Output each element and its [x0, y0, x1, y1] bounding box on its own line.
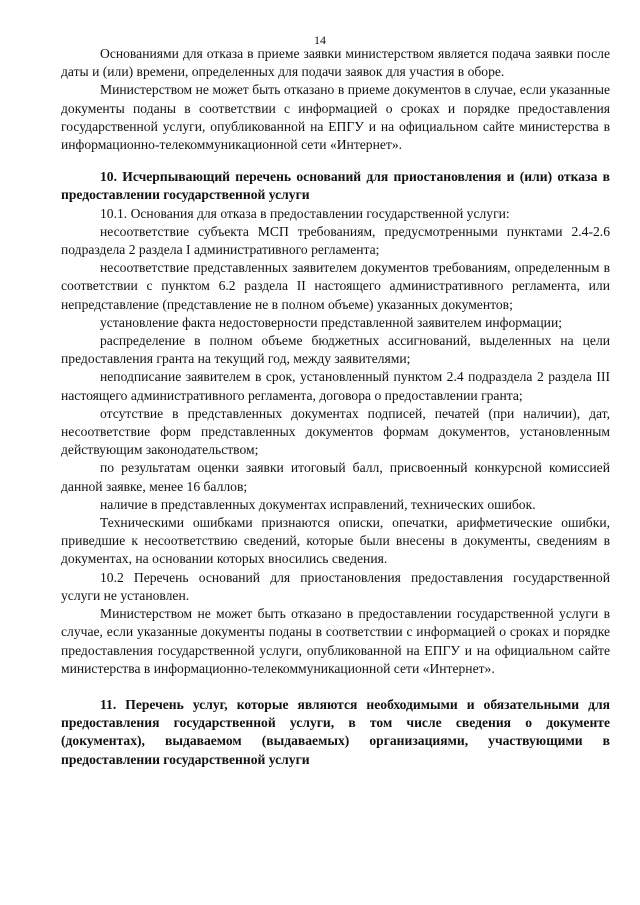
- page-number: 14: [314, 33, 326, 47]
- paragraph: Министерством не может быть отказано в предоставлении государственной услуги в случае, если указанные документы поданы в соответствии с информацией о сроках и порядке предоставления государственной услуги, опубликованной на ЕПГУ и на официальном сайте министерства в информационно-телекоммуникационной сети «Интернет».: [61, 606, 610, 676]
- section-heading-11: 11. Перечень услуг, которые являются необходимыми и обязательными для предоставления государственной услуги, в том числе сведения о документе (документах), выдаваемом (выдаваемых) организациями, участвующими в предоставлении государственной услуги: [61, 696, 610, 767]
- paragraph: Основаниями для отказа в приеме заявки министерством является подача заявки после даты и (или) времени, определенных для подачи заявок для участия в оборе.: [61, 46, 610, 80]
- page-body: [61, 45, 610, 769]
- list-item: отсутствие в представленных документах подписей, печатей (при наличии), дат, несоответствие форм представленных документов формам документов, установленным действующим законодательством;: [61, 405, 610, 458]
- spacer: [61, 678, 610, 696]
- list-item: установление факта недостоверности представленной заявителем информации;: [100, 314, 563, 330]
- spacer: [61, 154, 610, 168]
- list-item: неподписание заявителем в срок, установленный пунктом 2.4 подраздела 2 раздела III настоящего административного регламента, договора о предоставлении гранта;: [61, 369, 610, 403]
- list-item: наличие в представленных документах исправлений, технических ошибок.: [100, 496, 536, 512]
- list-item: по результатам оценки заявки итоговый балл, присвоенный конкурсной комиссией данной заявке, менее 16 баллов;: [61, 460, 610, 494]
- section-heading-10: 10. Исчерпывающий перечень оснований для приостановления и (или) отказа в предоставлении государственной услуги: [61, 169, 610, 203]
- paragraph: Министерством не может быть отказано в приеме документов в случае, если указанные документы поданы в соответствии с информацией о сроках и порядке предоставления государственной услуги, опубликованной на ЕПГУ и на официальном сайте министерства в информационно-телекоммуникационной сети «Интернет».: [61, 82, 610, 153]
- list-item: несоответствие представленных заявителем документов требованиям, определенным в соответствии с пунктом 6.2 раздела II настоящего административного регламента, или непредставление (представление не в полном объеме) указанных документов;: [61, 260, 610, 312]
- paragraph: Техническими ошибками признаются описки, опечатки, арифметические ошибки, приведшие к несоответствию сведений, которые были внесены в документы, сведениям в документах, на основании которых вносились сведения.: [61, 515, 610, 567]
- list-item: распределение в полном объеме бюджетных ассигнований, выделенных на цели предоставления гранта на текущий год, между заявителями;: [61, 333, 610, 367]
- list-item: несоответствие субъекта МСП требованиям, предусмотренными пунктами 2.4-2.6 подраздела 2 раздела I административного регламента;: [61, 223, 610, 258]
- paragraph: 10.2 Перечень оснований для приостановления предоставления государственной услуги не установлен.: [61, 569, 610, 603]
- paragraph: 10.1. Основания для отказа в предоставлении государственной услуги:: [100, 205, 510, 221]
